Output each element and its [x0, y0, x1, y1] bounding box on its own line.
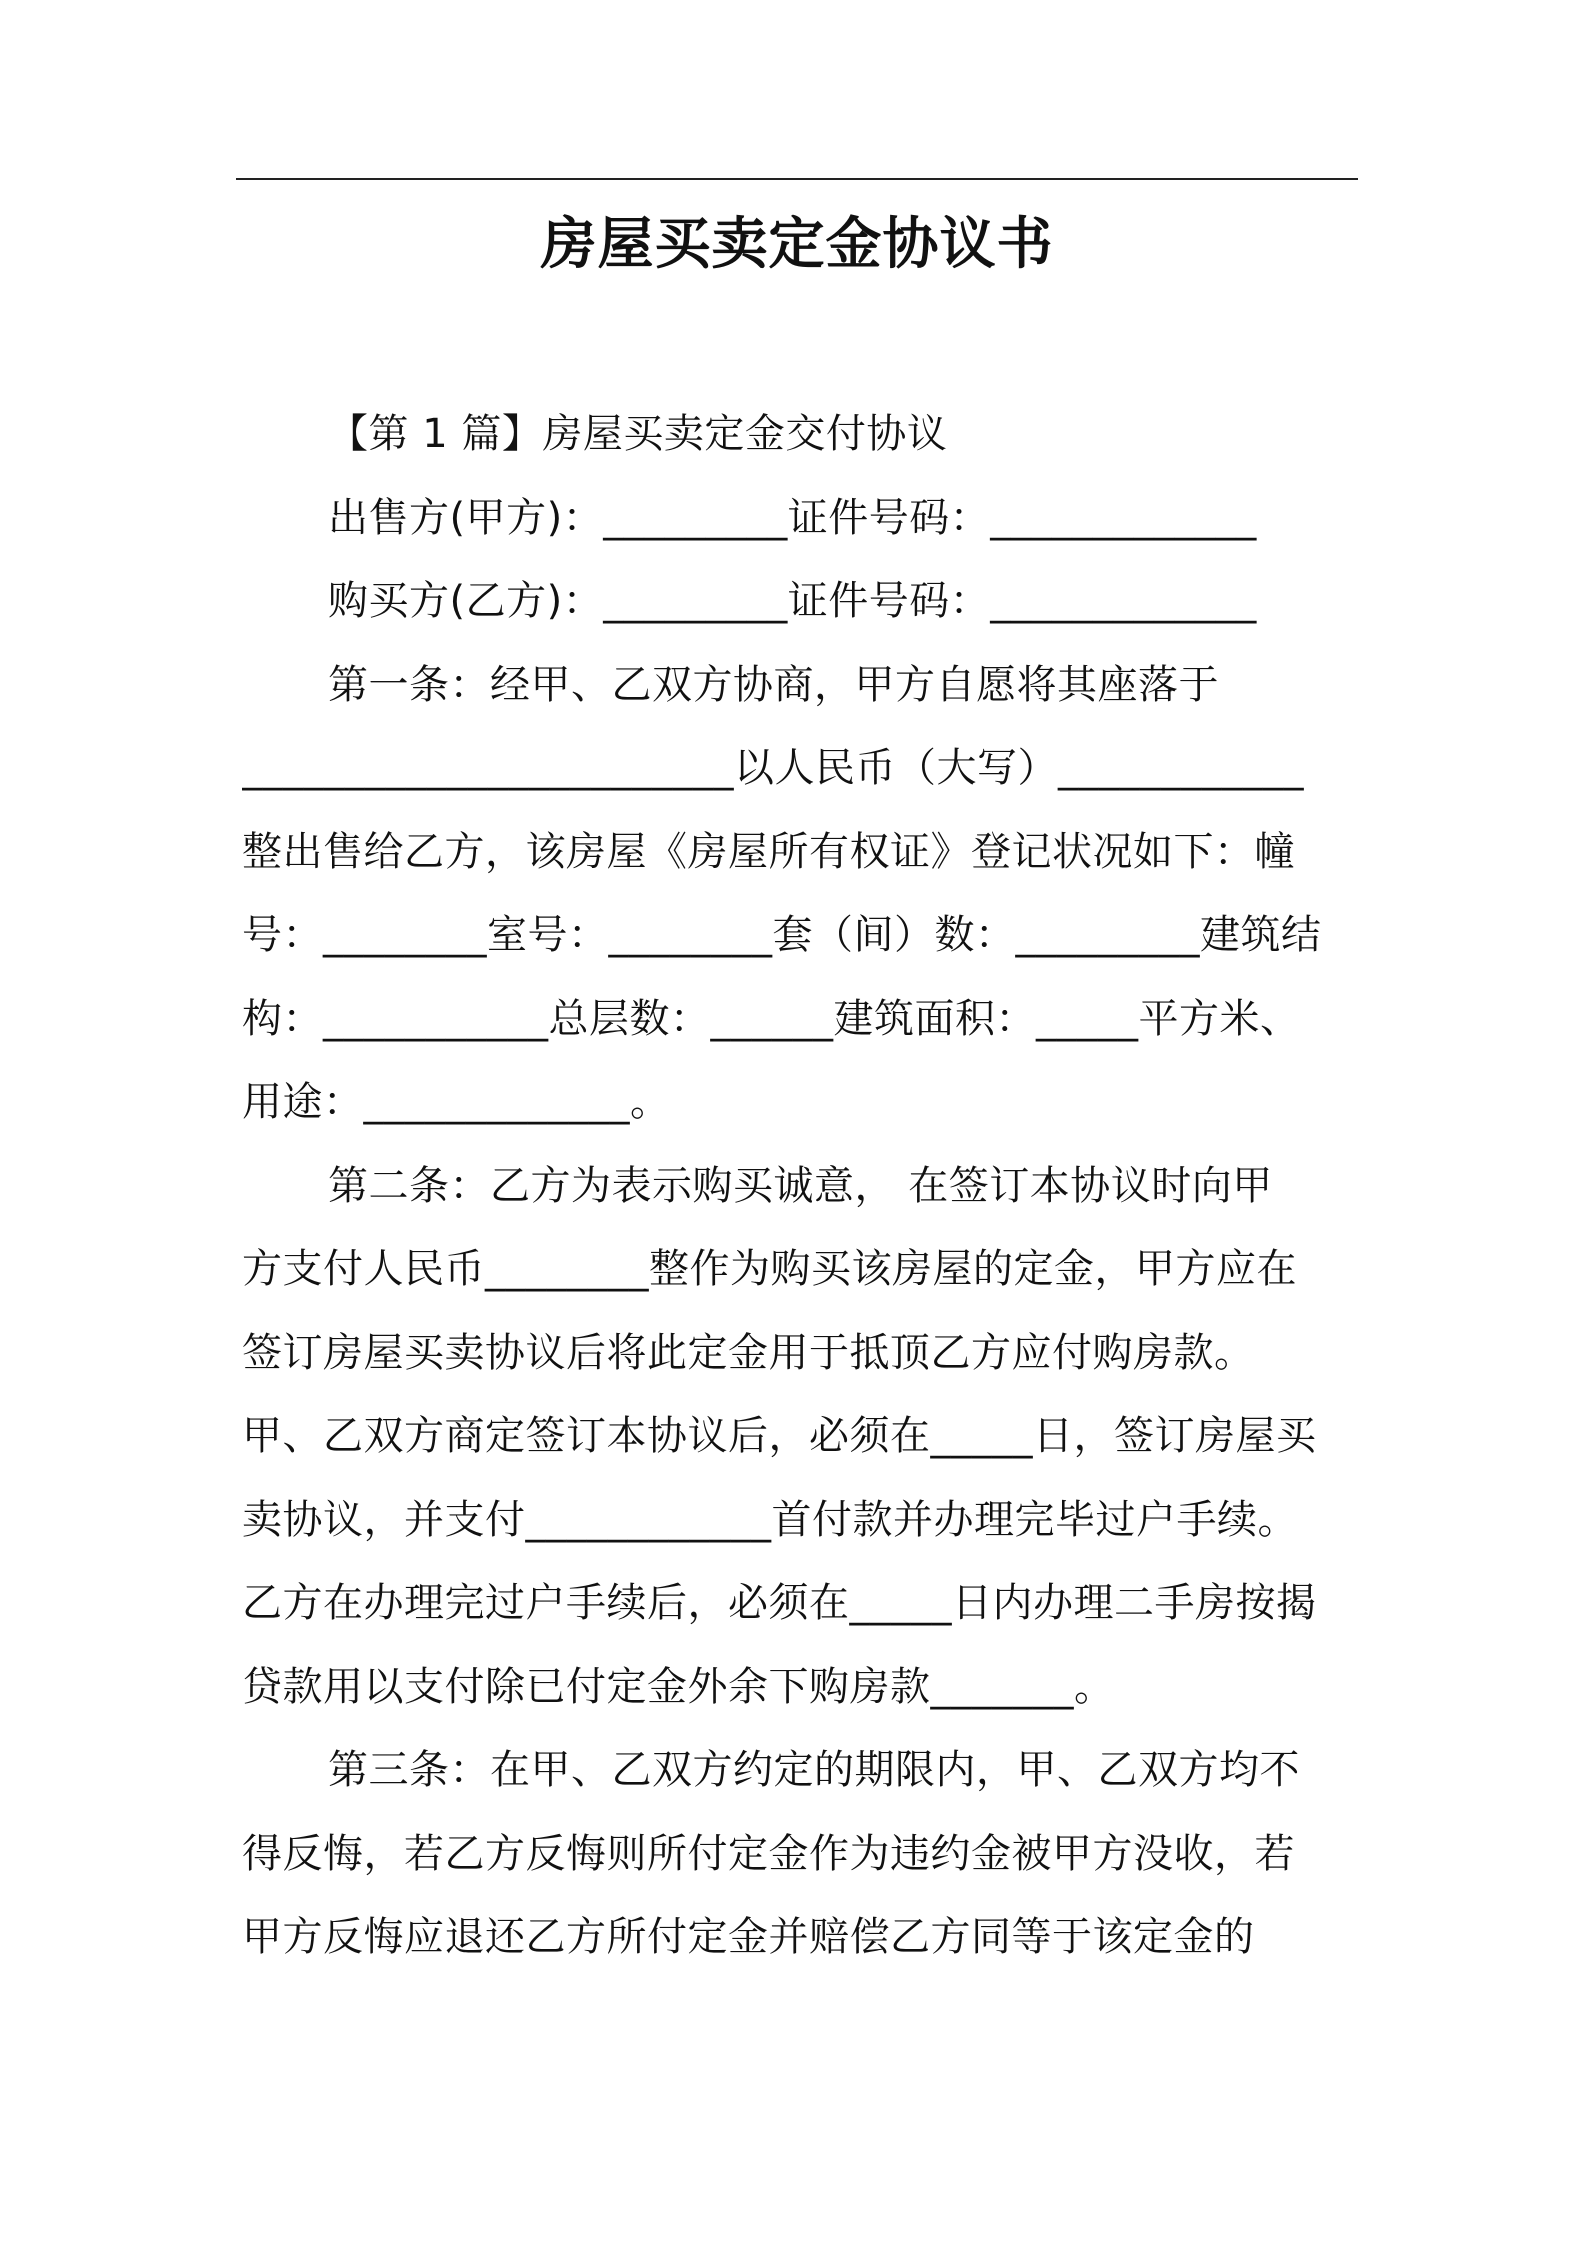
article-2-line-6: 乙方在办理完过户手续后，必须在_____日内办理二手房按揭	[242, 1580, 1317, 1626]
article-2-line-2: 方支付人民币________整作为购买该房屋的定金，甲方应在	[242, 1246, 1297, 1292]
document-body	[242, 393, 1358, 1980]
article-3-line-2: 得反悔，若乙方反悔则所付定金作为违约金被甲方没收，若	[242, 1830, 1295, 1877]
article-3-line-3: 甲方反悔应退还乙方所付定金并赔偿乙方同等于该定金的	[242, 1914, 1255, 1960]
article-2-line-5: 卖协议，并支付____________首付款并办理完毕过户手续。	[242, 1496, 1298, 1543]
section-heading: 【第 1 篇】房屋买卖定金交付协议	[328, 411, 948, 457]
article-1-line-6: 用途：_____________。	[242, 1079, 671, 1125]
article-1-line-1: 第一条：经甲、乙双方协商，甲方自愿将其座落于	[328, 661, 1219, 708]
article-2-line-1: 第二条：乙方为表示购买诚意， 在签订本协议时向甲	[328, 1162, 1273, 1209]
seller-line: 出售方(甲方)：_________证件号码：_____________	[328, 494, 1257, 541]
article-3-line-1: 第三条：在甲、乙双方约定的期限内，甲、乙双方均不	[328, 1747, 1300, 1793]
header-rule	[236, 178, 1358, 180]
article-1-line-3: 整出售给乙方，该房屋《房屋所有权证》登记状况如下：幢	[242, 828, 1295, 875]
document-title: 房屋买卖定金协议书	[540, 212, 1054, 277]
article-2-line-7: 贷款用以支付除已付定金外余下购房款_______。	[242, 1663, 1115, 1710]
article-1-line-4: 号：________室号：________套（间）数：_________建筑结	[242, 912, 1322, 958]
article-1-line-5: 构：___________总层数：______建筑面积：_____平方米、	[242, 995, 1301, 1042]
article-2-line-4: 甲、乙双方商定签订本协议后，必须在_____日，签订房屋买	[242, 1413, 1317, 1459]
article-1-line-2: ________________________以人民币（大写）____________	[242, 745, 1304, 791]
buyer-line: 购买方(乙方)：_________证件号码：_____________	[328, 578, 1257, 624]
article-2-line-3: 签订房屋买卖协议后将此定金用于抵顶乙方应付购房款。	[242, 1329, 1255, 1376]
